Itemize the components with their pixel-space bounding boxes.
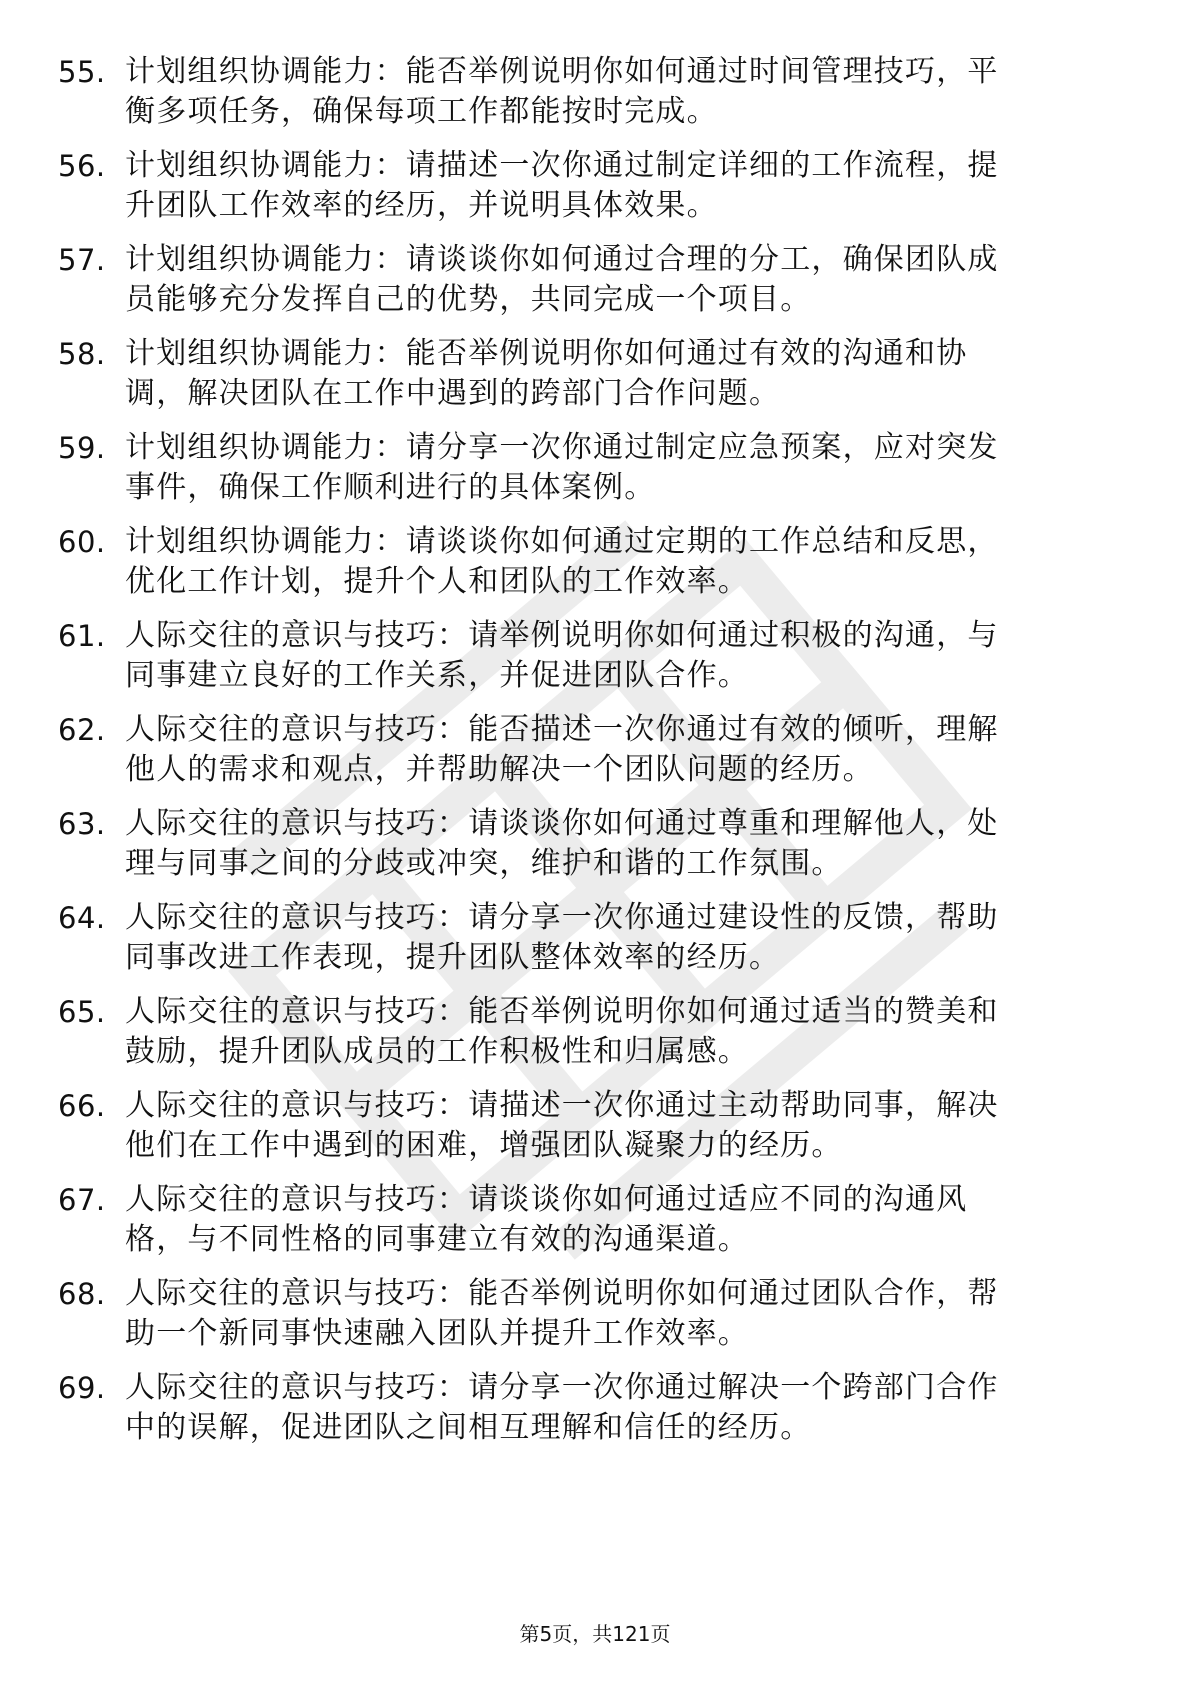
list-item (58, 898, 1118, 992)
question-number: 67. (58, 1183, 106, 1217)
list-item (58, 1368, 1118, 1462)
page-number: 第5页，共121页 (519, 1622, 671, 1646)
question-text (125, 710, 1125, 790)
question-text-line-2: 中的误解，促进团队之间相互理解和信任的经历。 (125, 1410, 812, 1445)
question-text-line-2: 事件，确保工作顺利进行的具体案例。 (125, 470, 656, 505)
question-number: 69. (58, 1371, 106, 1405)
question-text (125, 616, 1125, 696)
list-item (58, 146, 1118, 240)
question-text-line-2: 格，与不同性格的同事建立有效的沟通渠道。 (125, 1222, 749, 1257)
question-text (125, 428, 1125, 508)
question-text-line-2: 员能够充分发挥自己的优势，共同完成一个项目。 (125, 282, 812, 317)
list-item (58, 52, 1118, 146)
question-number: 62. (58, 713, 106, 747)
list-item (58, 428, 1118, 522)
question-text (125, 146, 1125, 226)
question-text-line-1: 计划组织协调能力：请谈谈你如何通过定期的工作总结和反思， (125, 524, 999, 559)
question-text-line-1: 计划组织协调能力：能否举例说明你如何通过有效的沟通和协 (125, 336, 968, 371)
question-number: 55. (58, 55, 106, 89)
question-text-line-1: 人际交往的意识与技巧：请分享一次你通过建设性的反馈，帮助 (125, 900, 999, 935)
question-text-line-2: 调，解决团队在工作中遇到的跨部门合作问题。 (125, 376, 781, 411)
question-text-line-1: 计划组织协调能力：能否举例说明你如何通过时间管理技巧，平 (125, 54, 999, 89)
question-text-line-1: 人际交往的意识与技巧：请举例说明你如何通过积极的沟通，与 (125, 618, 999, 653)
question-text (125, 240, 1125, 320)
question-text (125, 334, 1125, 414)
question-text-line-2: 衡多项任务，确保每项工作都能按时完成。 (125, 94, 718, 129)
question-text-line-1: 人际交往的意识与技巧：请谈谈你如何通过尊重和理解他人，处 (125, 806, 999, 841)
list-item (58, 334, 1118, 428)
question-number: 64. (58, 901, 106, 935)
question-text-line-1: 人际交往的意识与技巧：能否描述一次你通过有效的倾听，理解 (125, 712, 999, 747)
question-text (125, 804, 1125, 884)
question-text-line-1: 人际交往的意识与技巧：能否举例说明你如何通过适当的赞美和 (125, 994, 999, 1029)
question-number: 60. (58, 525, 106, 559)
question-text-line-1: 计划组织协调能力：请描述一次你通过制定详细的工作流程，提 (125, 148, 999, 183)
question-number: 56. (58, 149, 106, 183)
question-text-line-1: 人际交往的意识与技巧：请分享一次你通过解决一个跨部门合作 (125, 1370, 999, 1405)
question-text-line-2: 他们在工作中遇到的困难，增强团队凝聚力的经历。 (125, 1128, 843, 1163)
question-number: 65. (58, 995, 106, 1029)
question-text-line-1: 计划组织协调能力：请谈谈你如何通过合理的分工，确保团队成 (125, 242, 999, 277)
list-item (58, 1274, 1118, 1368)
question-text-line-2: 同事改进工作表现，提升团队整体效率的经历。 (125, 940, 781, 975)
question-text-line-2: 理与同事之间的分歧或冲突，维护和谐的工作氛围。 (125, 846, 843, 881)
question-number: 63. (58, 807, 106, 841)
question-text-line-2: 他人的需求和观点，并帮助解决一个团队问题的经历。 (125, 752, 874, 787)
question-text-line-1: 人际交往的意识与技巧：请谈谈你如何通过适应不同的沟通风 (125, 1182, 968, 1217)
question-number: 59. (58, 431, 106, 465)
question-text-line-1: 计划组织协调能力：请分享一次你通过制定应急预案，应对突发 (125, 430, 999, 465)
list-item (58, 804, 1118, 898)
question-number: 68. (58, 1277, 106, 1311)
question-text (125, 522, 1125, 602)
question-text-line-2: 鼓励，提升团队成员的工作积极性和归属感。 (125, 1034, 749, 1069)
question-text (125, 1368, 1125, 1448)
list-item (58, 1180, 1118, 1274)
list-item (58, 1086, 1118, 1180)
list-item (58, 710, 1118, 804)
list-item (58, 240, 1118, 334)
question-text-line-2: 助一个新同事快速融入团队并提升工作效率。 (125, 1316, 749, 1351)
question-number: 61. (58, 619, 106, 653)
question-text (125, 1180, 1125, 1260)
question-text (125, 1274, 1125, 1354)
list-item (58, 992, 1118, 1086)
question-text-line-2: 升团队工作效率的经历，并说明具体效果。 (125, 188, 718, 223)
question-text (125, 992, 1125, 1072)
question-text-line-1: 人际交往的意识与技巧：能否举例说明你如何通过团队合作，帮 (125, 1276, 999, 1311)
question-text-line-1: 人际交往的意识与技巧：请描述一次你通过主动帮助同事，解决 (125, 1088, 999, 1123)
question-list (58, 52, 1118, 1462)
list-item (58, 522, 1118, 616)
question-number: 58. (58, 337, 106, 371)
question-text (125, 898, 1125, 978)
question-number: 66. (58, 1089, 106, 1123)
question-number: 57. (58, 243, 106, 277)
question-text (125, 1086, 1125, 1166)
question-text-line-2: 优化工作计划，提升个人和团队的工作效率。 (125, 564, 749, 599)
question-text (125, 52, 1125, 132)
question-text-line-2: 同事建立良好的工作关系，并促进团队合作。 (125, 658, 749, 693)
list-item (58, 616, 1118, 710)
